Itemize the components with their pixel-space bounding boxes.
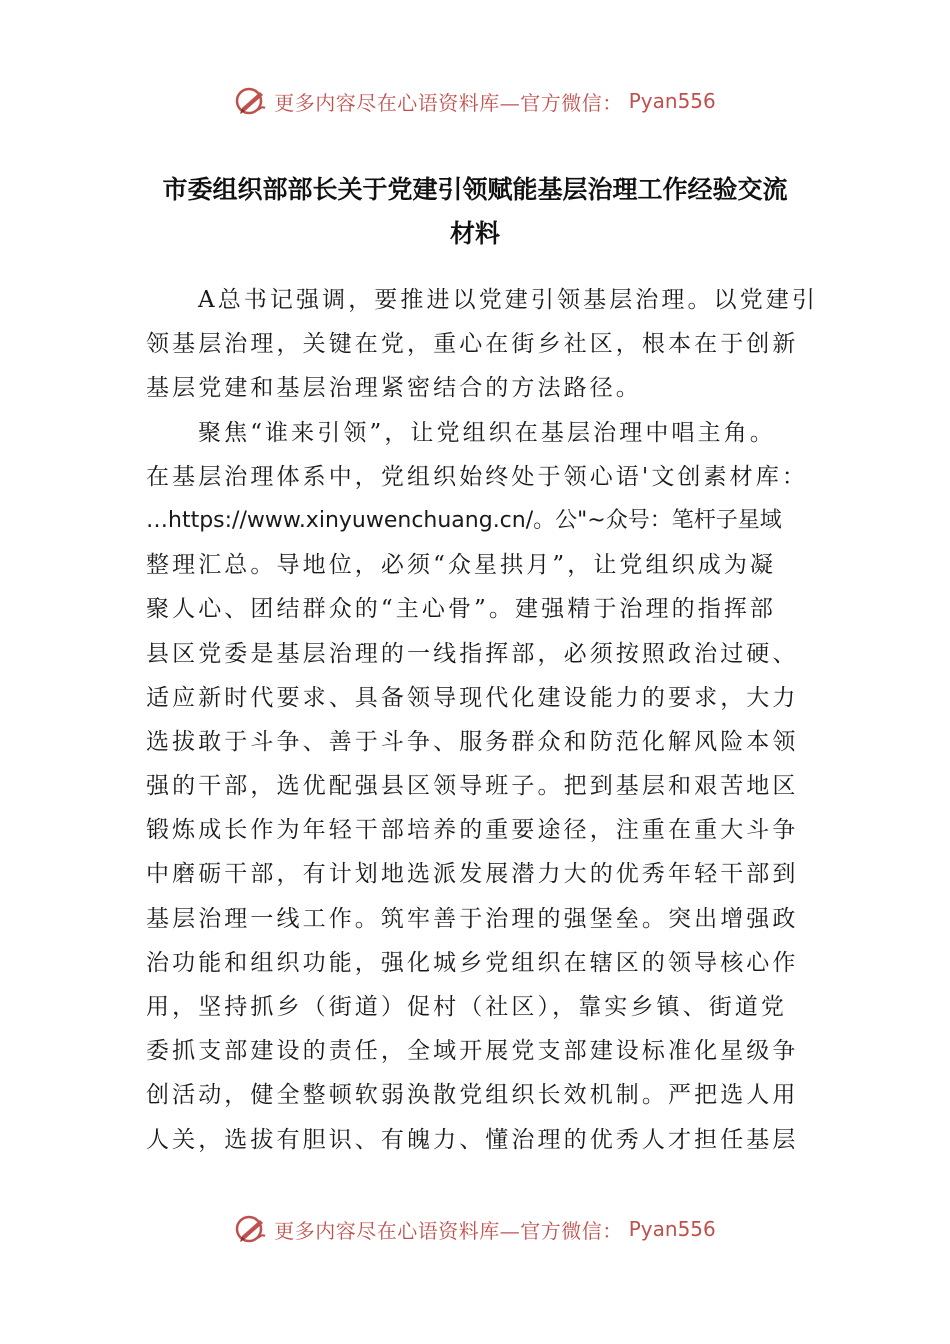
body-line-url: …https://www.xinyuwenchuang.cn/。公"~众号：笔杆子星域 [146,507,782,533]
footer-watermark [0,1212,950,1246]
body-line: 聚人心、团结群众的“主心骨”。建强精于治理的指挥部 [146,596,777,623]
body-line: 适应新时代要求、具备领导现代化建设能力的要求，大力 [146,684,799,711]
pen-logo-icon [234,1212,268,1246]
body-line: A总书记强调，要推进以党建引领基层治理。以党建引 [198,287,819,313]
watermark-text: 更多内容尽在心语资料库—官方微信： [274,90,623,115]
body-line: 人关，选拔有胆识、有魄力、懂治理的优秀人才担任基层 [146,1126,799,1153]
body-line: 领基层治理，关键在党，重心在街乡社区，根本在于创新 [146,331,799,358]
body-line: 用，坚持抓乡（街道）促村（社区），靠实乡镇、街道党 [146,994,787,1020]
watermark-text: 更多内容尽在心语资料库—官方微信： [274,1218,623,1243]
title-line-1: 市委组织部部长关于党建引领赋能基层治理工作经验交流 [162,175,788,204]
body-line: 聚焦“谁来引领”，让党组织在基层治理中唱主角。 [198,419,776,446]
body-line: 基层治理一线工作。筑牢善于治理的强堡垒。突出增强政 [146,905,799,932]
body-line: 整理汇总。导地位，必须“众星拱月”，让党组织成为凝 [146,552,777,579]
body-line: 治功能和组织功能，强化城乡党组织在辖区的领导核心作 [146,949,799,976]
pen-logo-icon [234,84,268,118]
header-watermark [0,84,950,118]
body-line: 锻炼成长作为年轻干部培养的重要途径，注重在重大斗争 [146,817,799,844]
watermark-contact: Pyan556 [628,89,716,113]
document-title [150,168,800,256]
body-line: 选拔敢于斗争、善于斗争、服务群众和防范化解风险本领 [146,728,799,755]
watermark-contact: Pyan556 [628,1217,716,1241]
body-line: 强的干部，选优配强县区领导班子。把到基层和艰苦地区 [146,773,799,800]
body-line: 在基层治理体系中，党组织始终处于领心语'文创素材库： [146,463,808,490]
body-line: 委抓支部建设的责任，全域开展党支部建设标准化星级争 [146,1038,799,1065]
body-line: 中磨砺干部，有计划地选派发展潜力大的优秀年轻干部到 [146,861,799,888]
document-body [146,278,819,1162]
body-line: 县区党委是基层治理的一线指挥部，必须按照政治过硬、 [146,640,799,667]
body-line: 基层党建和基层治理紧密结合的方法路径。 [146,375,642,402]
title-line-2: 材料 [449,219,500,248]
body-line: 创活动，健全整顿软弱涣散党组织长效机制。严把选人用 [146,1082,799,1109]
